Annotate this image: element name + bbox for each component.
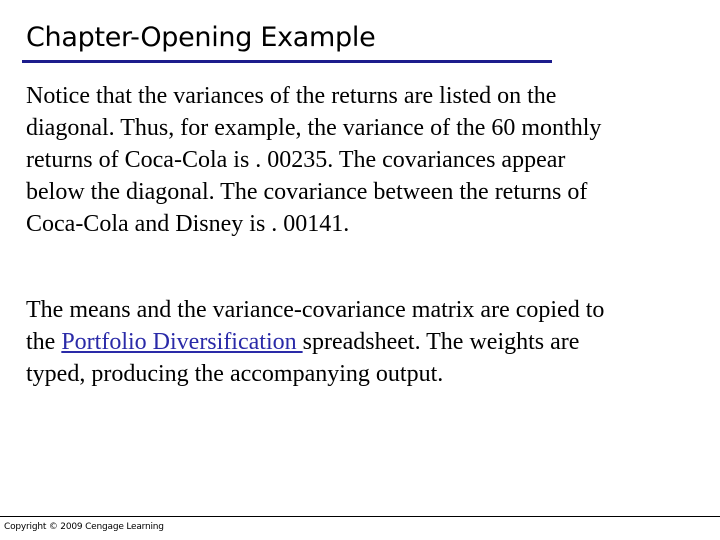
paragraph-line	[26, 326, 716, 358]
paragraph-line: typed, producing the accompanying output.	[26, 361, 444, 387]
title-underline	[22, 60, 552, 63]
footer-divider	[0, 516, 720, 517]
paragraph-variances	[26, 80, 716, 240]
slide-title: Chapter-Opening Example	[26, 22, 376, 53]
text-before-link: the	[26, 329, 62, 355]
paragraph-line: below the diagonal. The covariance between the returns of	[26, 179, 588, 205]
text-after-link: spreadsheet. The weights are	[302, 329, 580, 355]
paragraph-spreadsheet	[26, 294, 716, 390]
paragraph-line: The means and the variance-covariance matrix are copied to	[26, 297, 605, 323]
portfolio-diversification-link[interactable]: Portfolio Diversification	[61, 329, 303, 355]
paragraph-line: diagonal. Thus, for example, the variance of the 60 monthly	[26, 115, 602, 141]
paragraph-line: Coca-Cola and Disney is . 00141.	[26, 211, 350, 237]
paragraph-line: Notice that the variances of the returns are listed on the	[26, 83, 557, 109]
paragraph-line: returns of Coca-Cola is . 00235. The covariances appear	[26, 147, 566, 173]
copyright-footer: Copyright © 2009 Cengage Learning	[4, 522, 164, 532]
